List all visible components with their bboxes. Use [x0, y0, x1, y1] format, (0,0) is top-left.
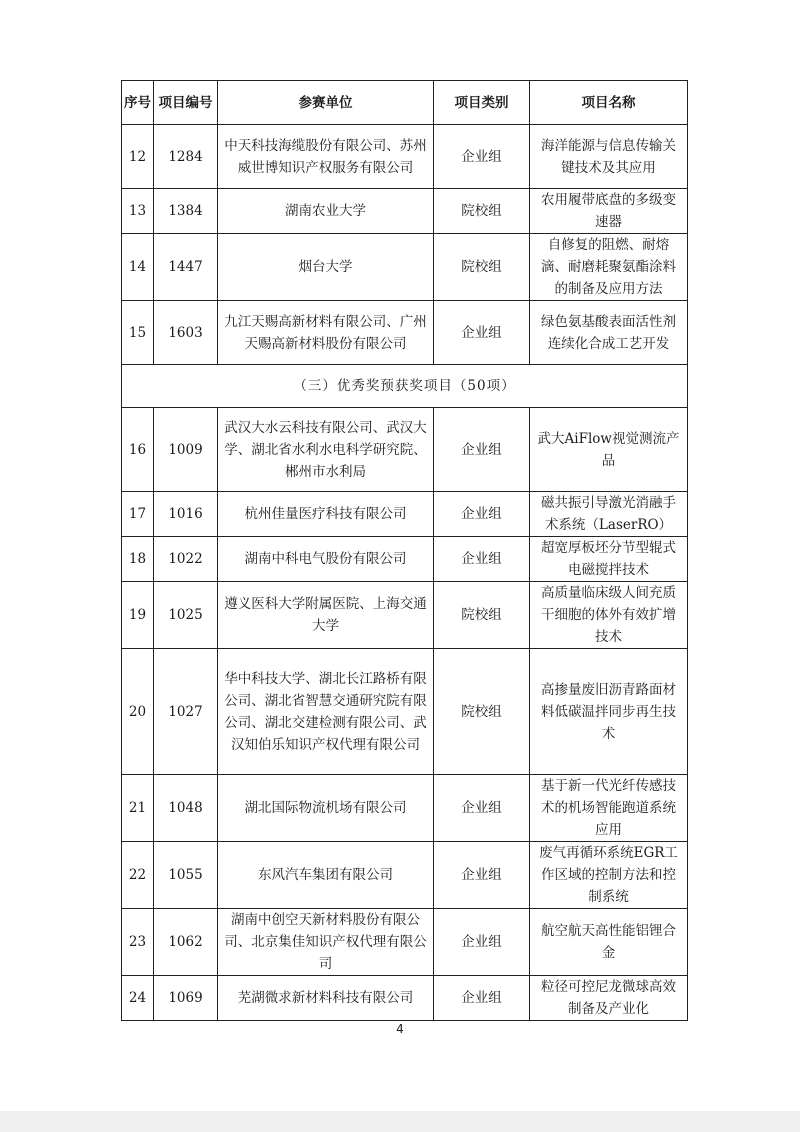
table-row: [122, 649, 688, 775]
cell-category: 院校组: [434, 189, 530, 234]
section-title: （三）优秀奖预获奖项目（50项）: [122, 365, 688, 408]
cell-project-name: 航空航天高性能铝锂合金: [530, 909, 688, 976]
cell-seq: 21: [122, 775, 154, 842]
cell-project-no: 1027: [154, 649, 218, 775]
cell-project-name: 绿色氨基酸表面活性剂连续化合成工艺开发: [530, 301, 688, 365]
cell-seq: 16: [122, 408, 154, 492]
cell-category: 企业组: [434, 492, 530, 537]
cell-project-no: 1025: [154, 582, 218, 649]
table-row: [122, 537, 688, 582]
header-project-no: 项目编号: [154, 81, 218, 125]
header-seq: 序号: [122, 81, 154, 125]
cell-unit: 湖北国际物流机场有限公司: [218, 775, 434, 842]
cell-unit: 湖南中科电气股份有限公司: [218, 537, 434, 582]
cell-unit: 华中科技大学、湖北长江路桥有限公司、湖北省智慧交通研究院有限公司、湖北交建检测有限公司、武汉知伯乐知识产权代理有限公司: [218, 649, 434, 775]
table-row: [122, 408, 688, 492]
cell-unit: 烟台大学: [218, 234, 434, 301]
cell-seq: 13: [122, 189, 154, 234]
cell-category: 企业组: [434, 842, 530, 909]
cell-project-name: 磁共振引导激光消融手术系统（LaserRO）: [530, 492, 688, 537]
cell-category: 企业组: [434, 125, 530, 189]
header-unit: 参赛单位: [218, 81, 434, 125]
cell-unit: 中天科技海缆股份有限公司、苏州威世博知识产权服务有限公司: [218, 125, 434, 189]
cell-unit: 湖南中创空天新材料股份有限公司、北京集佳知识产权代理有限公司: [218, 909, 434, 976]
cell-category: 企业组: [434, 909, 530, 976]
cell-seq: 20: [122, 649, 154, 775]
section-row: [122, 365, 688, 408]
cell-project-no: 1009: [154, 408, 218, 492]
cell-unit: 遵义医科大学附属医院、上海交通大学: [218, 582, 434, 649]
cell-project-no: 1022: [154, 537, 218, 582]
cell-project-no: 1016: [154, 492, 218, 537]
cell-category: 院校组: [434, 234, 530, 301]
cell-unit: 湖南农业大学: [218, 189, 434, 234]
cell-seq: 17: [122, 492, 154, 537]
cell-category: 企业组: [434, 976, 530, 1021]
header-name: 项目名称: [530, 81, 688, 125]
table-row: [122, 909, 688, 976]
cell-unit: 九江天赐高新材料有限公司、广州天赐高新材料股份有限公司: [218, 301, 434, 365]
cell-seq: 12: [122, 125, 154, 189]
cell-seq: 22: [122, 842, 154, 909]
table-row: [122, 775, 688, 842]
cell-project-no: 1284: [154, 125, 218, 189]
table-row: [122, 492, 688, 537]
table-row: [122, 976, 688, 1021]
cell-project-name: 高质量临床级人间充质干细胞的体外有效扩增技术: [530, 582, 688, 649]
cell-seq: 15: [122, 301, 154, 365]
table-row: [122, 842, 688, 909]
cell-seq: 19: [122, 582, 154, 649]
table-header-row: [122, 81, 688, 125]
cell-project-no: 1048: [154, 775, 218, 842]
cell-seq: 18: [122, 537, 154, 582]
cell-project-no: 1062: [154, 909, 218, 976]
cell-project-no: 1384: [154, 189, 218, 234]
cell-project-name: 农用履带底盘的多级变速器: [530, 189, 688, 234]
page-number: 4: [396, 1022, 404, 1036]
cell-project-name: 粒径可控尼龙微球高效制备及产业化: [530, 976, 688, 1021]
cell-category: 院校组: [434, 582, 530, 649]
cell-project-no: 1055: [154, 842, 218, 909]
table-row: [122, 582, 688, 649]
cell-unit: 芜湖微求新材料科技有限公司: [218, 976, 434, 1021]
cell-project-name: 自修复的阻燃、耐熔滴、耐磨耗聚氨酯涂料的制备及应用方法: [530, 234, 688, 301]
cell-project-name: 基于新一代光纤传感技术的机场智能跑道系统应用: [530, 775, 688, 842]
cell-project-name: 武大AiFlow视觉测流产品: [530, 408, 688, 492]
award-table: [121, 80, 688, 1021]
cell-project-no: 1603: [154, 301, 218, 365]
cell-category: 企业组: [434, 408, 530, 492]
cell-category: 企业组: [434, 537, 530, 582]
cell-seq: 14: [122, 234, 154, 301]
cell-seq: 24: [122, 976, 154, 1021]
cell-project-name: 海洋能源与信息传输关键技术及其应用: [530, 125, 688, 189]
table-row: [122, 125, 688, 189]
header-category: 项目类别: [434, 81, 530, 125]
cell-category: 企业组: [434, 301, 530, 365]
table-row: [122, 189, 688, 234]
cell-unit: 杭州佳量医疗科技有限公司: [218, 492, 434, 537]
cell-category: 企业组: [434, 775, 530, 842]
cell-unit: 东风汽车集团有限公司: [218, 842, 434, 909]
cell-seq: 23: [122, 909, 154, 976]
cell-project-name: 高掺量废旧沥青路面材料低碳温拌同步再生技术: [530, 649, 688, 775]
cell-project-no: 1069: [154, 976, 218, 1021]
table-row: [122, 234, 688, 301]
cell-project-name: 超宽厚板坯分节型辊式电磁搅拌技术: [530, 537, 688, 582]
cell-project-no: 1447: [154, 234, 218, 301]
table-row: [122, 301, 688, 365]
cell-category: 院校组: [434, 649, 530, 775]
scan-edge: [0, 1111, 800, 1132]
cell-unit: 武汉大水云科技有限公司、武汉大学、湖北省水利水电科学研究院、郴州市水利局: [218, 408, 434, 492]
cell-project-name: 废气再循环系统EGR工作区域的控制方法和控制系统: [530, 842, 688, 909]
